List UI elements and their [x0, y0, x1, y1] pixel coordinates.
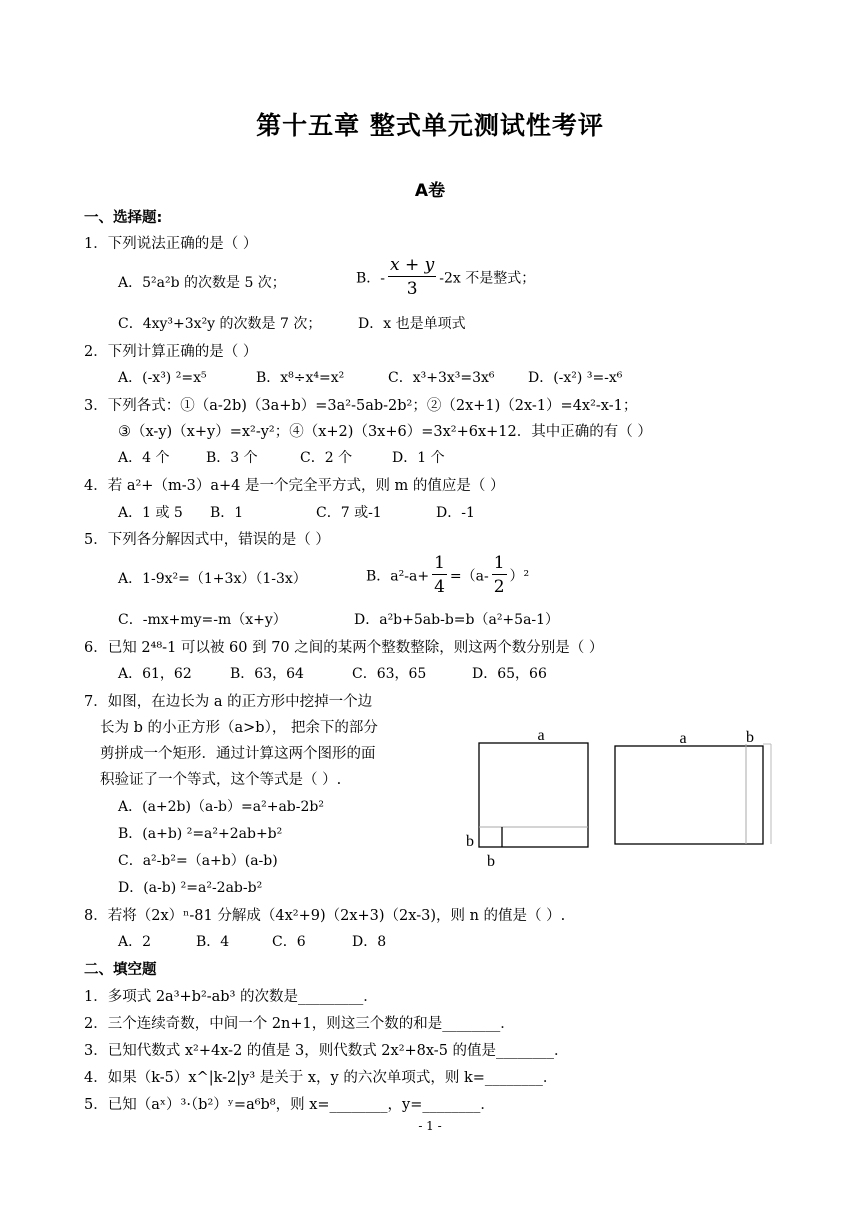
- q5-option-b: [366, 552, 529, 599]
- page-title: 第十五章 整式单元测试性考评: [256, 111, 604, 140]
- q3-option-b: B．3 个: [206, 450, 258, 466]
- q5-option-b-suffix: ）²: [509, 568, 530, 585]
- q5-option-d: D．a²b+5ab-b=b（a²+5a-1）: [354, 612, 560, 628]
- q3-option-a: A．4 个: [118, 450, 170, 466]
- q5-option-a: A．1-9x²=（1+3x）（1-3x）: [118, 571, 307, 587]
- q5-option-b-middle: =（a-: [449, 568, 489, 585]
- q7-line-4: 积验证了一个等式，这个等式是（ ）.: [100, 772, 342, 788]
- q1-option-c: C．4xy³+3x²y 的次数是 7 次；: [118, 316, 322, 332]
- q3-option-d: D．1 个: [392, 450, 445, 466]
- q4-option-b: B．1: [210, 505, 244, 521]
- q1-option-b: [356, 254, 535, 301]
- q8-option-b: B．4: [196, 934, 230, 950]
- q1-fraction-numerator: x + y: [390, 255, 435, 275]
- q7-option-c: C．a²-b²=（a+b）(a-b): [118, 853, 278, 869]
- q6-option-d: D．65，66: [472, 666, 547, 682]
- q5-fraction-half-denominator: 2: [493, 577, 505, 597]
- fill-item-5: 5．已知（aˣ）³·（b²）ʸ=a⁶b⁸，则 x=________，y=________．: [84, 1097, 495, 1113]
- q6-option-b: B．63，64: [230, 666, 304, 682]
- q3-line-1: 3．下列各式：①（a-2b)（3a+b）=3a²-5ab-2b²；②（2x+1)（2x-1）=4x²-x-1；: [84, 398, 638, 414]
- q1-stem: 1．下列说法正确的是（ ）: [84, 236, 258, 252]
- q7-line-2: 长为 b 的小正方形（a>b）， 把余下的部分: [100, 720, 378, 736]
- q2-stem: 2．下列计算正确的是（ ）: [84, 344, 258, 360]
- q7-line-1: 7．如图，在边长为 a 的正方形中挖掉一个边: [84, 694, 373, 710]
- fill-item-1: 1．多项式 2a³+b²-ab³ 的次数是_________．: [84, 989, 378, 1005]
- q1-option-d: D．x 也是单项式: [358, 316, 466, 332]
- rectangle: [615, 746, 763, 844]
- q2-option-d: D．(-x²) ³=-x⁶: [528, 370, 623, 386]
- q7-option-b: B．(a+b) ²=a²+2ab+b²: [118, 826, 283, 842]
- q5-fraction-quarter: [432, 552, 447, 599]
- q3-line-2: ③（x-y)（x+y）=x²-y²；④（x+2)（3x+6）=3x²+6x+12．其中正确的有（ ）: [118, 424, 652, 440]
- label-right-corner-b: b: [746, 729, 754, 746]
- q5-fraction-half-numerator: 1: [493, 553, 505, 573]
- q7-option-d: D．(a-b) ²=a²-2ab-b²: [118, 880, 263, 896]
- q8-option-a: A．2: [118, 934, 152, 950]
- large-square: [479, 743, 588, 847]
- fill-item-4: 4．如果（k-5）x^|k-2|y³ 是关于 x，y 的六次单项式，则 k=________．: [84, 1070, 558, 1086]
- q7-line-3: 剪拼成一个矩形．通过计算这两个图形的面: [100, 746, 376, 762]
- volume-label: A卷: [414, 181, 446, 201]
- q3-option-c: C．2 个: [300, 450, 353, 466]
- label-left-side-b: b: [466, 833, 474, 850]
- q4-option-d: D．-1: [436, 505, 475, 521]
- q8-stem: 8．若将（2x）ⁿ-81 分解成（4x²+9)（2x+3)（2x-3)，则 n 的值是（ ）.: [84, 908, 566, 924]
- q5-stem: 5．下列各分解因式中，错误的是（ ）: [84, 532, 330, 548]
- q4-option-a: A．1 或 5: [118, 505, 183, 521]
- label-left-top-a: a: [537, 727, 545, 744]
- q6-stem: 6．已知 2⁴⁸-1 可以被 60 到 70 之间的某两个整数整除，则这两个数分别是（ ）: [84, 640, 604, 656]
- fill-item-3: 3．已知代数式 x²+4x-2 的值是 3，则代数式 2x²+8x-5 的值是________．: [84, 1043, 569, 1059]
- page-number: - 1 -: [418, 1119, 442, 1133]
- q8-option-d: D．8: [352, 934, 387, 950]
- label-right-top-a: a: [679, 730, 687, 747]
- q1-option-a: A．5²a²b 的次数是 5 次；: [118, 275, 286, 291]
- q5-fraction-quarter-denominator: 4: [434, 577, 445, 597]
- q6-option-a: A．61，62: [118, 666, 192, 682]
- q1-fraction-denominator: 3: [406, 279, 418, 299]
- q6-option-c: C．63，65: [352, 666, 427, 682]
- section-2-heading: 二、填空题: [84, 962, 157, 978]
- q1-option-b-prefix: B．-: [356, 270, 386, 287]
- q5-option-c: C．-mx+my=-m（x+y）: [118, 612, 287, 628]
- section-1-heading: 一、选择题:: [84, 210, 163, 226]
- q2-option-a: A．(-x³) ²=x⁵: [118, 370, 207, 386]
- q5-option-b-prefix: B．a²-a+: [366, 568, 430, 585]
- q5-fraction-quarter-numerator: 1: [434, 553, 445, 573]
- q7-option-a: A．(a+2b)（a-b）=a²+ab-2b²: [118, 799, 324, 815]
- q2-option-b: B．x⁸÷x⁴=x²: [256, 370, 345, 386]
- label-left-bottom-b: b: [487, 853, 495, 870]
- q8-option-c: C．6: [272, 934, 306, 950]
- q1-option-b-suffix: -2x 不是整式；: [439, 270, 536, 287]
- q2-option-c: C．x³+3x³=3x⁶: [388, 370, 495, 386]
- q7-figure: [455, 722, 775, 872]
- q5-fraction-half: [492, 552, 507, 599]
- q4-stem: 4．若 a²+（m-3）a+4 是一个完全平方式，则 m 的值应是（ ）: [84, 478, 505, 494]
- q4-option-c: C．7 或-1: [316, 505, 382, 521]
- q1-fraction: [388, 254, 436, 301]
- fill-item-2: 2．三个连续奇数，中间一个 2n+1，则这三个数的和是________．: [84, 1016, 515, 1032]
